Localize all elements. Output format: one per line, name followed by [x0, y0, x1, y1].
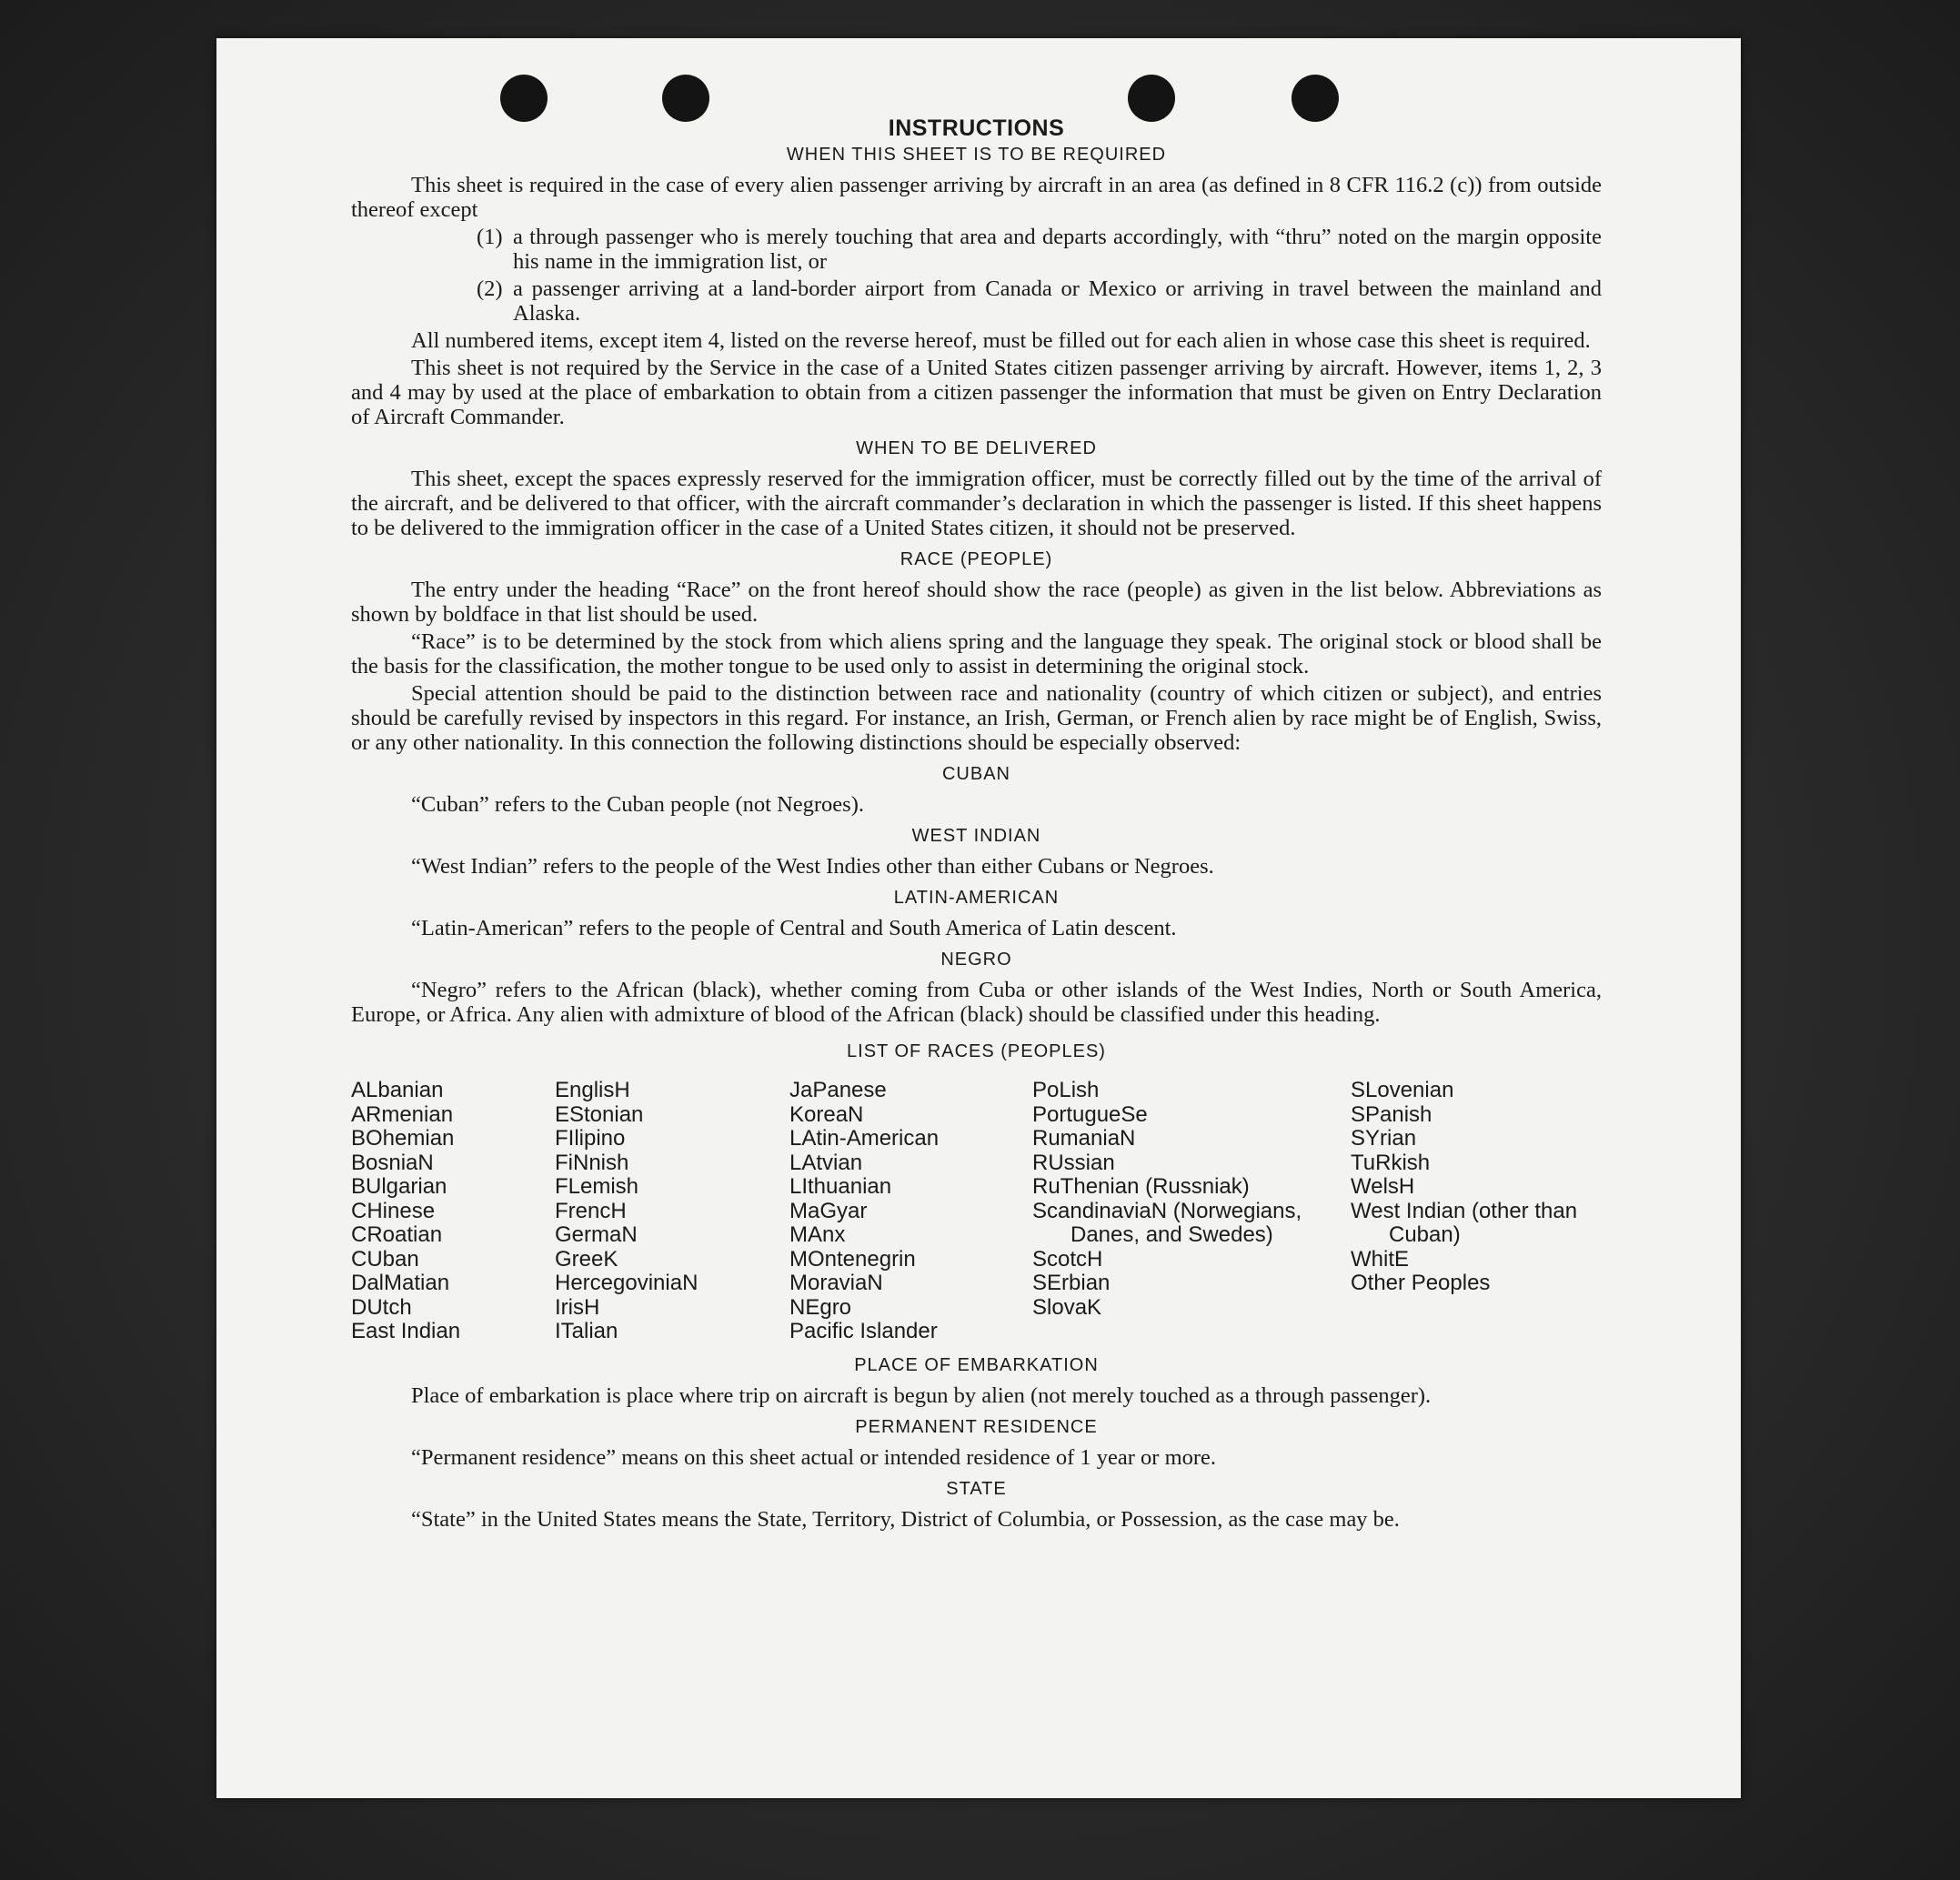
race-entry: FIlipino [555, 1126, 626, 1151]
section-heading-permanent-residence: PERMANENT RESIDENCE [855, 1416, 1098, 1437]
race-entry: ScotcH [1032, 1246, 1103, 1272]
race-entry: CHinese [351, 1198, 436, 1223]
race-entry: ALbanian [351, 1078, 444, 1102]
race-entry: SErbian [1032, 1271, 1111, 1295]
race-entry: SPanish [1351, 1101, 1432, 1127]
race-entry: FLemish [555, 1174, 639, 1199]
race-entry: MoraviaN [789, 1271, 883, 1295]
race-entry: SLovenian [1351, 1078, 1454, 1102]
exception-item-2 [477, 276, 1602, 326]
page-title: INSTRUCTIONS [888, 116, 1065, 141]
races-column-1 [351, 1079, 555, 1344]
permanent-residence-text: “Permanent residence” means on this sheet actual or intended residence of 1 year or more. [411, 1444, 1217, 1470]
race-entry: LAtvian [789, 1150, 863, 1175]
section-heading-race: RACE (PEOPLE) [900, 549, 1053, 569]
race-entry: MOntenegrin [789, 1246, 916, 1272]
race-entry: DUtch [351, 1294, 412, 1320]
section-heading-list-of-races: LIST OF RACES (PEOPLES) [847, 1041, 1106, 1061]
race-entry: TuRkish [1351, 1150, 1431, 1175]
exception-number: (1) [477, 225, 503, 249]
races-column-4 [1032, 1079, 1351, 1344]
race-entry: Pacific Islander [789, 1319, 938, 1343]
exception-number: (2) [477, 276, 503, 301]
punch-hole [1128, 75, 1175, 122]
race-entry: CUban [351, 1246, 419, 1272]
citizen-paragraph: This sheet is not required by the Service in the case of a United States citizen passenger arriving by aircraft. However, items 1, 2, 3 and 4 may by used at the place of embarkation to obtain from a citizen passenger the information that must be given on Entry Declaration of Aircraft Commander. [351, 356, 1602, 429]
race-entry: MaGyar [789, 1198, 868, 1223]
section-heading-place-of-embarkation: PLACE OF EMBARKATION [854, 1354, 1099, 1375]
cuban-text: “Cuban” refers to the Cuban people (not Negroes). [411, 792, 864, 817]
exception-text: a passenger arriving at a land-border airport from Canada or Mexico or arriving in travel between the mainland and Alaska. [513, 276, 1602, 326]
race-entry: FiNnish [555, 1150, 629, 1175]
punch-hole [662, 75, 709, 122]
race-entry: RuThenian (Russniak) [1032, 1174, 1250, 1199]
race-paragraph-1: The entry under the heading “Race” on the front hereof should show the race (people) as given in the list below. Abbreviations as shown by boldface in that list should be used. [351, 578, 1602, 627]
race-paragraph-3: Special attention should be paid to the distinction between race and nationality (country of which citizen or subject), and entries should be carefully revised by inspectors in this regard. For instance, an Irish, German, or French alien by race might be of English, Swiss, or any other nationality. In this connection the following distinctions should be especially observed: [351, 681, 1602, 755]
race-entry: FrencH [555, 1198, 627, 1223]
race-entry: East Indian [351, 1319, 461, 1343]
race-entry: LAtin-American [789, 1126, 940, 1151]
section-heading-west-indian: WEST INDIAN [911, 826, 1041, 846]
race-entry: SlovaK [1032, 1294, 1102, 1320]
race-entry: IrisH [555, 1294, 600, 1320]
race-entry: ARmenian [351, 1101, 454, 1127]
race-paragraph-2: “Race” is to be determined by the stock from which aliens spring and the language they speak. The original stock or blood shall be the basis for the classification, the mother tongue to be used only to assist in determining the original stock. [351, 629, 1602, 679]
race-entry: EnglisH [555, 1078, 630, 1102]
races-column-5 [1351, 1079, 1602, 1344]
race-entry: LIthuanian [789, 1174, 892, 1199]
punch-hole [500, 75, 548, 122]
race-entry: MAnx [789, 1222, 846, 1247]
instructions-content [351, 116, 1602, 1534]
race-entry: Other Peoples [1351, 1271, 1491, 1295]
race-entry: ITalian [555, 1319, 618, 1343]
race-entry: RumaniaN [1032, 1126, 1136, 1151]
section-heading-when-delivered: WHEN TO BE DELIVERED [856, 438, 1097, 458]
race-entry: BOhemian [351, 1126, 455, 1151]
latin-american-text: “Latin-American” refers to the people of Central and South America of Latin descent. [411, 916, 1177, 940]
race-entry: DalMatian [351, 1271, 450, 1295]
exception-item-1 [477, 225, 1602, 274]
state-text: “State” in the United States means the State, Territory, District of Columbia, or Possession, as the case may be. [411, 1506, 1400, 1532]
section-heading-cuban: CUBAN [941, 764, 1010, 784]
race-entry: West Indian (other than Cuban) [1351, 1198, 1583, 1247]
when-required-intro: This sheet is required in the case of every alien passenger arriving by aircraft in an area (as defined in 8 CFR 116.2 (c)) from outside thereof except [351, 173, 1602, 222]
race-entry: WelsH [1351, 1174, 1415, 1199]
numbered-items-paragraph: All numbered items, except item 4, listed on the reverse hereof, must be filled out for each alien in whose case this sheet is required. [411, 328, 1591, 353]
document-page [216, 38, 1741, 1798]
race-entry: NEgro [789, 1294, 852, 1320]
race-entry: BosniaN [351, 1150, 434, 1175]
races-column-2 [555, 1079, 789, 1344]
race-entry: ScandinaviaN (Norwegians, Danes, and Swedes) [1032, 1198, 1308, 1247]
races-list [351, 1079, 1602, 1344]
race-entry: GreeK [555, 1246, 618, 1272]
race-entry: HercegoviniaN [555, 1271, 699, 1295]
race-entry: EStonian [555, 1101, 644, 1127]
race-entry: RUssian [1032, 1150, 1115, 1175]
when-delivered-text: This sheet, except the spaces expressly reserved for the immigration officer, must be correctly filled out by the time of the arrival of the aircraft, and be delivered to that officer, with the aircraft commander’s declaration in which the passenger is listed. If this sheet happens to be delivered to the immigration officer in the case of a United States citizen, it should not be preserved. [351, 467, 1602, 540]
section-heading-state: STATE [946, 1478, 1007, 1499]
section-heading-negro: NEGRO [940, 950, 1012, 970]
race-entry: PoLish [1032, 1078, 1100, 1102]
west-indian-text: “West Indian” refers to the people of the West Indies other than either Cubans or Negroes. [411, 854, 1214, 879]
negro-text: “Negro” refers to the African (black), whether coming from Cuba or other islands of the West Indies, North or South America, Europe, or Africa. Any alien with admixture of blood of the African (black) should be classified under this heading. [351, 978, 1602, 1027]
race-entry: GermaN [555, 1222, 638, 1247]
race-entry: SYrian [1351, 1126, 1417, 1151]
races-column-3 [789, 1079, 1032, 1344]
race-entry: WhitE [1351, 1246, 1410, 1272]
exception-text: a through passenger who is merely touching that area and departs accordingly, with “thru” noted on the margin opposite his name in the immigration list, or [513, 225, 1602, 274]
race-entry: PortugueSe [1032, 1101, 1148, 1127]
race-entry: BUlgarian [351, 1174, 447, 1199]
section-heading-when-required: WHEN THIS SHEET IS TO BE REQUIRED [786, 145, 1167, 165]
punch-hole [1292, 75, 1339, 122]
place-of-embarkation-text: Place of embarkation is place where trip on aircraft is begun by alien (not merely touched as a through passenger). [411, 1382, 1432, 1408]
race-entry: CRoatian [351, 1222, 443, 1247]
section-heading-latin-american: LATIN-AMERICAN [893, 888, 1060, 908]
race-entry: JaPanese [789, 1078, 887, 1102]
race-entry: KoreaN [789, 1101, 864, 1127]
